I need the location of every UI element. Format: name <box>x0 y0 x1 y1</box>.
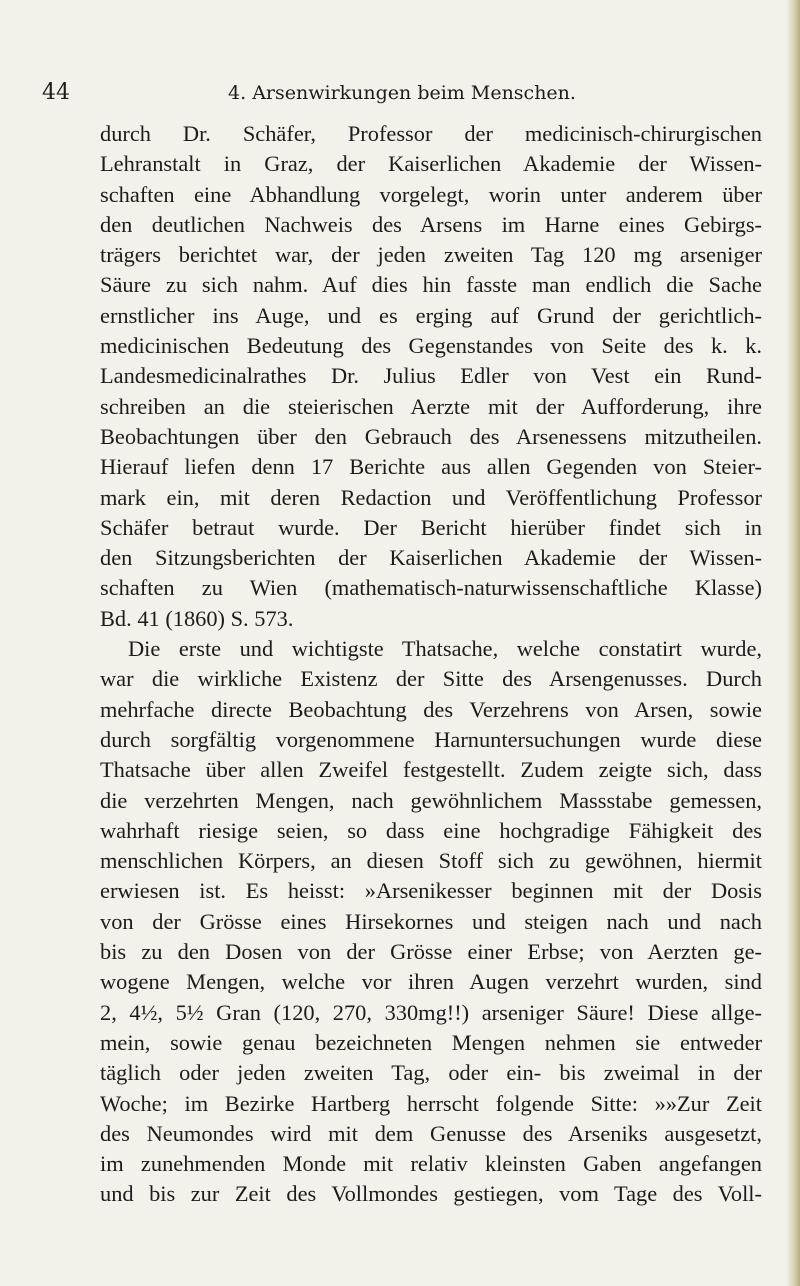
text-line: durch Dr. Schäfer, Professor der medicinisch-chirurgischen <box>100 121 762 146</box>
text-line: im zunehmenden Monde mit relativ kleinsten Gaben angefangen <box>100 1151 762 1177</box>
text-line: erwiesen ist. Es heisst: »Arsenikesser beginnen mit der Dosis <box>100 878 762 904</box>
text-line: 2, 4½, 5½ Gran (120, 270, 330mg!!) arseniger Säure! Diese allge- <box>100 999 762 1025</box>
text-line: schaften zu Wien (mathematisch-naturwissenschaftliche Klasse) <box>100 575 762 601</box>
text-line: Hierauf liefen denn 17 Berichte aus allen Gegenden von Steier- <box>100 454 762 480</box>
text-line: war die wirkliche Existenz der Sitte des Arsengenusses. Durch <box>100 666 762 692</box>
text-line: und bis zur Zeit des Vollmondes gestiegen, vom Tage des Voll- <box>100 1181 762 1207</box>
text-line: Lehranstalt in Graz, der Kaiserlichen Akademie der Wissen- <box>100 151 762 177</box>
text-line: des Neumondes wird mit dem Genusse des Arseniks ausgesetzt, <box>100 1120 762 1146</box>
page-header <box>42 80 762 108</box>
text-line: Die erste und wichtigste Thatsache, welche constatirt wurde, <box>128 636 762 662</box>
text-line: Säure zu sich nahm. Auf dies hin fasste man endlich die Sache <box>100 272 762 298</box>
text-line: ernstlicher ins Auge, und es erging auf Grund der gerichtlich- <box>100 302 762 328</box>
text-line: wahrhaft riesige seien, so dass eine hochgradige Fähigkeit des <box>100 817 762 843</box>
text-line: bis zu den Dosen von der Grösse einer Erbse; von Aerzten ge- <box>100 939 762 965</box>
text-line: Bd. 41 (1860) S. 573. <box>100 605 294 631</box>
text-line: trägers berichtet war, der jeden zweiten Tag 120 mg arseniger <box>100 242 762 268</box>
text-line: schreiben an die steierischen Aerzte mit der Aufforderung, ihre <box>100 393 762 419</box>
text-line: mein, sowie genau bezeichneten Mengen nehmen sie entweder <box>100 1029 762 1055</box>
text-line: schaften eine Abhandlung vorgelegt, worin unter anderem über <box>100 181 762 207</box>
text-line: durch sorgfältig vorgenommene Harnuntersuchungen wurde diese <box>100 726 762 752</box>
text-line: medicinischen Bedeutung des Gegenstandes von Seite des k. k. <box>100 333 762 359</box>
text-line: den Sitzungsberichten der Kaiserlichen Akademie der Wissen- <box>100 545 762 571</box>
text-line: Landesmedicinalrathes Dr. Julius Edler von Vest ein Rund- <box>100 363 762 389</box>
page-number: 44 <box>42 80 70 105</box>
text-line: die verzehrten Mengen, nach gewöhnlichem Massstabe gemessen, <box>100 787 762 813</box>
running-title: 4. Arsenwirkungen beim Menschen. <box>228 82 576 104</box>
text-line: den deutlichen Nachweis des Arsens im Harne eines Gebirgs- <box>100 211 762 237</box>
text-line: wogene Mengen, welche vor ihren Augen verzehrt wurden, sind <box>100 969 762 995</box>
body-text <box>100 119 762 1210</box>
text-line: Schäfer betraut wurde. Der Bericht hierüber findet sich in <box>100 514 762 540</box>
text-line: mark ein, mit deren Redaction und Veröffentlichung Professor <box>100 484 762 510</box>
text-line: Thatsache über allen Zweifel festgestellt. Zudem zeigte sich, dass <box>100 757 762 783</box>
page-edge <box>786 0 800 1286</box>
text-line: von der Grösse eines Hirsekornes und steigen nach und nach <box>100 908 762 934</box>
text-line: Woche; im Bezirke Hartberg herrscht folgende Sitte: »»Zur Zeit <box>100 1090 762 1116</box>
text-line: mehrfache directe Beobachtung des Verzehrens von Arsen, sowie <box>100 696 762 722</box>
text-line: menschlichen Körpers, an diesen Stoff sich zu gewöhnen, hiermit <box>100 848 762 874</box>
text-line: täglich oder jeden zweiten Tag, oder ein- bis zweimal in der <box>100 1060 762 1086</box>
text-line: Beobachtungen über den Gebrauch des Arsenessens mitzutheilen. <box>100 423 762 449</box>
